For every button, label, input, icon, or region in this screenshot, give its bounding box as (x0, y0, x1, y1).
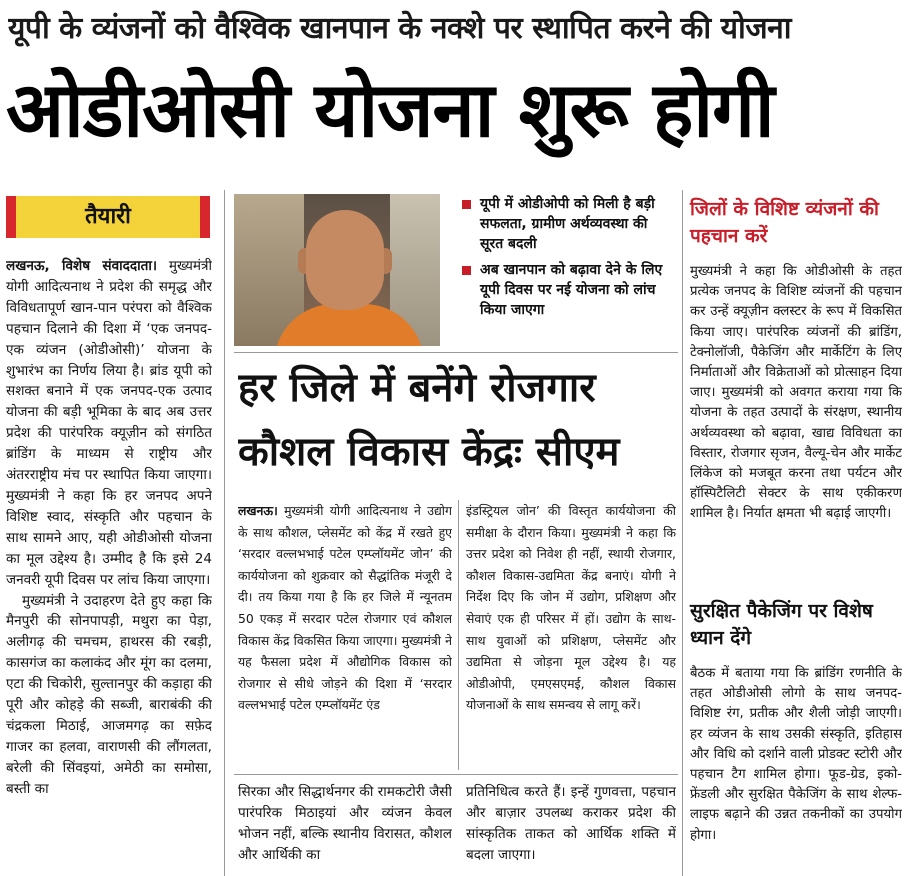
subhead-rule (234, 352, 678, 353)
dateline: लखनऊ, विशेष संवाददाता। (6, 258, 158, 274)
column-2-continued (238, 782, 452, 876)
sidebar-title: जिलों के विशिष्ट व्यंजनों की पहचान करें (690, 198, 879, 247)
column-divider (224, 190, 225, 876)
sidebar-subheading: सुरक्षित पैकेजिंग पर विशेष ध्यान देंगे (690, 600, 873, 649)
bullet-square-icon (462, 200, 471, 209)
sidebar-paragraph: मुख्यमंत्री ने कहा कि ओडीओसी के तहत प्रत्येक जनपद के विशिष्ट व्यंजनों की पहचान कर उन्हें क्यूज़ीन क्लस्टर के रूप में विकसित किया जाए। पारंपरिक व्यंजनों की ब्रांडिंग, टेक्नोलॉजी, पैकेजिंग और मार्केटिंग के लिए निर्माताओं और विक्रेताओं को प्रोत्साहन दिया जाए। मुख्यमंत्री को अवगत कराया गया कि योजना के तहत उत्पादों के संरक्षण, स्थानीय अर्थव्यवस्था को बढ़ावा, खाद्य विविधता का विस्तार, रोजगार सृजन, वैल्यू-चेन और मार्केट लिंकेज को मजबूत करना तथा पर्यटन और हॉस्पिटैलिटी सेक्टर के साथ एकीकरण शामिल है। निर्यात क्षमता भी बढ़ाई जाएगी। (690, 264, 902, 522)
bullet-square-icon (462, 266, 471, 275)
highlight-item: यूपी में ओडीओपी को मिली है बड़ी सफलता, ग्रामीण अर्थव्यवस्था की सूरत बदली (462, 194, 672, 254)
article-paragraph: सिरका और सिद्धार्थनगर की रामकटोरी जैसी पारंपरिक मिठाइयां और व्यंजन केवल भोजन नहीं, बल्कि स्थानीय विरासत, कौशल और आर्थिकी का (238, 784, 452, 863)
article-paragraph: मुख्यमंत्री योगी आदित्यनाथ ने उद्योग के साथ कौशल, प्लेसमेंट को केंद्र में रखते हुए ‘सरदार वल्लभभाई पटेल एम्प्लॉयमेंट जोन’ की कार्ययोजना को शुक्रवार को सैद्धांतिक मंजूरी दे दी। तय किया गया है कि हर जिले में न्यूनतम 50 एकड़ में सरदार पटेल रोजगार एवं कौशल विकास केंद्र विकसित किया जाएगा। मुख्यमंत्री ने यह फैसला प्रदेश में औद्योगिक विकास को रोजगार से सीधे जोड़ने की दिशा में ‘सरदार वल्लभभाई पटेल एम्प्लॉयमेंट एंड (238, 503, 452, 713)
dateline: लखनऊ। (238, 503, 278, 518)
sub-headline: हर जिले में बनेंगे रोजगार कौशल विकास केंद्रः सीएम (238, 365, 620, 475)
article-paragraph: मुख्यमंत्री ने उदाहरण देते हुए कहा कि मैनपुरी की सोनपापड़ी, मथुरा का पेड़ा, अलीगढ़ की चमचम, हाथरस की रबड़ी, कासगंज का कलाकंद और मूंग का दलमा, एटा की चिकोरी, सुल्तानपुर की कड़ाहा की पूरी और कोहड़े की सब्जी, बाराबंकी की चंद्रकला मिठाई, आजमगढ़ का सफ़ेद गाजर का हलवा, वाराणसी की लौंगलता, बरेली की सिंवइयां, अमेठी का समोसा, बस्ती का (6, 592, 212, 797)
column-2 (238, 500, 452, 770)
column-3-continued (466, 782, 676, 876)
main-headline: ओडीओसी योजना शुरू होगी (6, 65, 774, 154)
article-paragraph: मुख्यमंत्री योगी आदित्यनाथ ने प्रदेश की समृद्ध और विविधतापूर्ण खान-पान परंपरा को वैश्विक पहचान दिलाने की दिशा में ‘एक जनपद-एक व्यंजन (ओडीओसी)’ योजना के शुभारंभ का निर्णय लिया है। ब्रांड यूपी को सशक्त बनाने में एक जनपद-एक उत्पाद योजना की बड़ी भूमिका के बाद अब उत्तर प्रदेश की पारंपरिक क्यूज़ीन को संगठित ब्रांडिंग के माध्यम से राष्ट्रीय और अंतरराष्ट्रीय मंच पर स्थापित किया जाएगा। मुख्यमंत्री ने कहा कि हर जनपद अपने विशिष्ट स्वाद, संस्कृति और पहचान के साथ सामने आए, यही ओडीओसी योजना का मूल उद्देश्य है। उम्मीद है कि इसे 24 जनवरी यूपी दिवस पर लांच किया जाएगा। (6, 258, 212, 588)
article-paragraph: इंडस्ट्रियल जोन’ की विस्तृत कार्ययोजना की समीक्षा के दौरान किया। मुख्यमंत्री ने कहा कि उत्तर प्रदेश को निवेश ही नहीं, स्थायी रोजगार, कौशल विकास-उद्यमिता केंद्र बनाएं। योगी ने निर्देश दिए कि जोन में उद्योग, प्रशिक्षण और सेवाएं एक ही परिसर में हों। उद्योग के साथ-साथ युवाओं को प्रशिक्षण, प्लेसमेंट और उद्यमिता से जोड़ना मूल उद्देश्य है। यह ओडीओपी, एमएसएमई, कौशल विकास योजनाओं के साथ समन्वय से लागू करें। (466, 503, 676, 713)
highlight-item: अब खानपान को बढ़ावा देने के लिए यूपी दिवस पर नई योजना को लांच किया जाएगा (462, 260, 672, 320)
section-label: तैयारी (6, 196, 210, 238)
article-paragraph: प्रतिनिधित्व करते हैं। इन्हें गुणवत्ता, पहचान और बाज़ार उपलब्ध कराकर प्रदेश की सांस्कृतिक ताकत को आर्थिक शक्ति में बदला जाएगा। (466, 784, 676, 863)
highlights-list (462, 194, 672, 350)
portrait-photo-icon (234, 194, 440, 346)
box-bottom-rule (234, 774, 678, 775)
column-divider (682, 190, 683, 876)
column-3 (466, 500, 676, 770)
column-divider (458, 500, 459, 770)
sidebar-paragraph: बैठक में बताया गया कि ब्रांडिंग रणनीति के तहत ओडीओसी लोगो के साथ जनपद-विशिष्ट रंग, प्रतीक और शैली जोड़ी जाएगी। हर व्यंजन के साथ उसकी संस्कृति, इतिहास और विधि को दर्शाने वाली प्रोडक्ट स्टोरी और पहचान टैग शामिल होगा। फूड-ग्रेड, इको-फ्रेंडली और सुरक्षित पैकेजिंग के साथ शेल्फ-लाइफ बढ़ाने की उन्नत तकनीकों का उपयोग होगा। (690, 666, 902, 843)
kicker-headline: यूपी के व्यंजनों को वैश्विक खानपान के नक्शे पर स्थापित करने की योजना (8, 11, 792, 46)
column-1 (6, 256, 212, 872)
